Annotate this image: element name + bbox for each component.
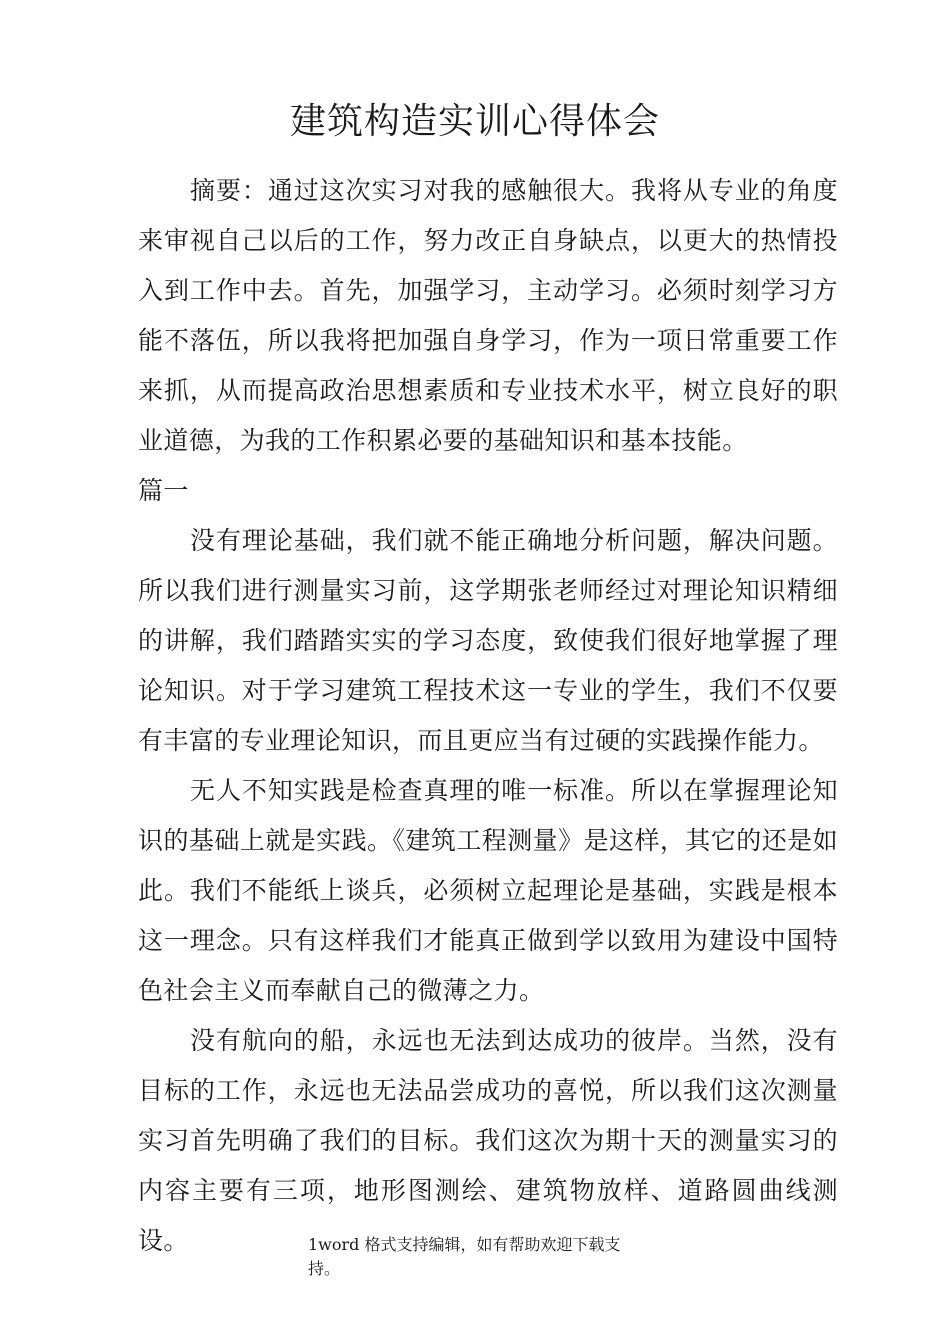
- body-paragraph: 没有理论基础，我们就不能正确地分析问题，解决问题。所以我们进行测量实习前，这学期张老师经过对理论知识精细的讲解，我们踏踏实实的学习态度，致使我们很好地掌握了理论知识。对于学习建筑工程技术这一专业的学生，我们不仅要有丰富的专业理论知识，而且更应当有过硬的实践操作能力。: [138, 526, 838, 755]
- section-heading: 篇一: [138, 476, 189, 505]
- body-paragraph: 没有航向的船，永远也无法到达成功的彼岸。当然，没有目标的工作，永远也无法品尝成功的喜悦，所以我们这次测量实习首先明确了我们的目标。我们这次为期十天的测量实习的内容主要有三项，地形图测绘、建筑物放样、道路圆曲线测设。: [138, 1026, 838, 1255]
- document-body: [138, 166, 838, 1266]
- page-footer: 1word 格式支持编辑，如有帮助欢迎下载支持。: [308, 1235, 621, 1278]
- abstract-paragraph: 摘要：通过这次实习对我的感触很大。我将从专业的角度来审视自己以后的工作，努力改正自身缺点，以更大的热情投入到工作中去。首先，加强学习，主动学习。必须时刻学习方能不落伍，所以我将把加强自身学习，作为一项日常重要工作来抓，从而提高政治思想素质和专业技术水平，树立良好的职业道德，为我的工作积累必要的基础知识和基本技能。: [138, 176, 838, 455]
- body-paragraph: 无人不知实践是检查真理的唯一标准。所以在掌握理论知识的基础上就是实践。《建筑工程测量》是这样，其它的还是如此。我们不能纸上谈兵，必须树立起理论是基础，实践是根本这一理念。只有这样我们才能真正做到学以致用为建设中国特色社会主义而奉献自己的微薄之力。: [138, 776, 838, 1005]
- document-title: 建筑构造实训心得体会: [289, 101, 660, 142]
